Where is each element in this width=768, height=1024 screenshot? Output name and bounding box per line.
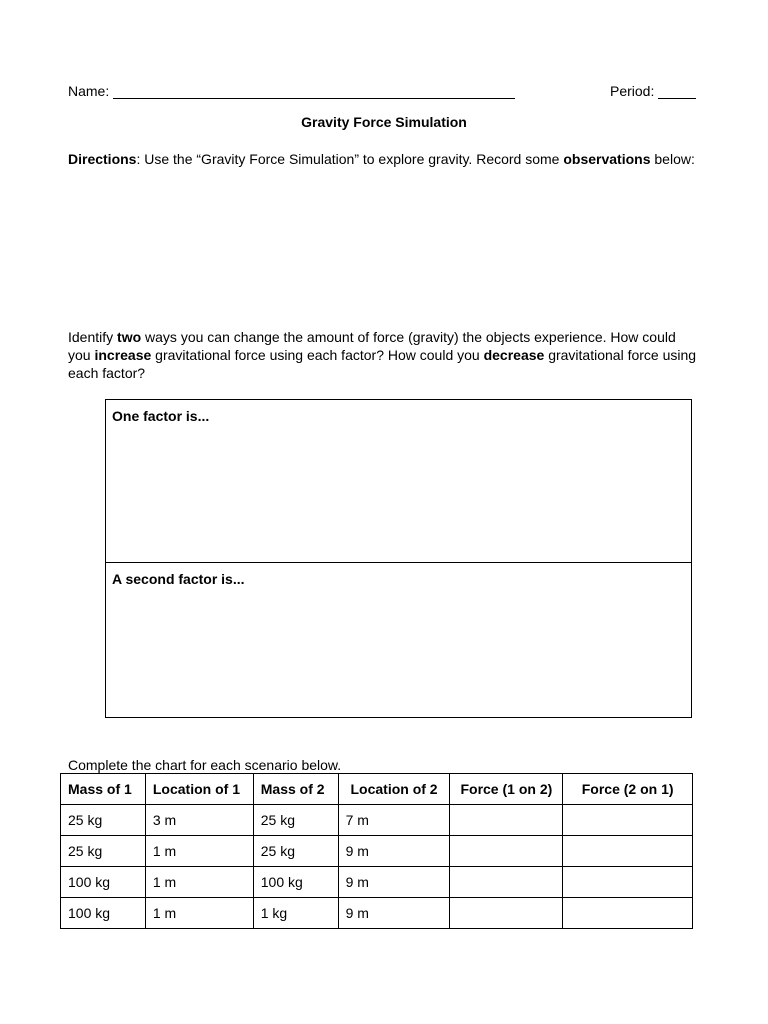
header-mass-1: Mass of 1	[61, 774, 146, 805]
table-cell: 25 kg	[61, 836, 146, 867]
first-factor-cell[interactable]	[106, 400, 691, 563]
table-cell: 100 kg	[253, 867, 338, 898]
second-factor-cell[interactable]	[106, 563, 691, 717]
force-2-on-1-answer-cell[interactable]	[563, 836, 693, 867]
force-1-on-2-answer-cell[interactable]	[450, 898, 563, 929]
table-cell: 25 kg	[253, 836, 338, 867]
table-cell: 7 m	[338, 805, 450, 836]
table-row	[61, 867, 693, 898]
force-2-on-1-answer-cell[interactable]	[563, 805, 693, 836]
chart-instructions: Complete the chart for each scenario below.	[68, 757, 342, 773]
table-cell: 100 kg	[61, 898, 146, 929]
name-field[interactable]	[68, 83, 515, 99]
table-cell: 25 kg	[253, 805, 338, 836]
force-1-on-2-answer-cell[interactable]	[450, 836, 563, 867]
header-mass-2: Mass of 2	[253, 774, 338, 805]
table-cell: 3 m	[145, 805, 253, 836]
header-location-2: Location of 2	[338, 774, 450, 805]
directions-text-a: : Use the “Gravity Force Simulation” to explore gravity. Record some	[136, 151, 564, 167]
page-title: Gravity Force Simulation	[301, 114, 467, 130]
force-1-on-2-answer-cell[interactable]	[450, 867, 563, 898]
table-cell: 9 m	[338, 836, 450, 867]
force-1-on-2-answer-cell[interactable]	[450, 805, 563, 836]
table-row	[61, 836, 693, 867]
directions-emphasis: observations	[563, 151, 651, 167]
force-2-on-1-answer-cell[interactable]	[563, 867, 693, 898]
header-force-1-on-2: Force (1 on 2)	[450, 774, 563, 805]
identify-text-4: gravitational force using each factor?	[68, 347, 697, 381]
second-factor-label: A second factor is...	[112, 571, 245, 587]
table-cell: 1 m	[145, 898, 253, 929]
first-factor-label: One factor is...	[112, 408, 210, 424]
table-cell: 25 kg	[61, 805, 146, 836]
table-row	[61, 805, 693, 836]
period-field[interactable]	[610, 83, 696, 99]
identify-text-3: gravitational force using each factor? How could you	[151, 347, 484, 363]
table-cell: 100 kg	[61, 867, 146, 898]
table-cell: 1 m	[145, 836, 253, 867]
identify-text-2: ways you can change the amount of force (gravity) the objects experience. How could you	[68, 329, 676, 363]
identify-bold-decrease: decrease	[483, 347, 545, 363]
period-blank-line[interactable]	[658, 84, 696, 99]
name-blank-line[interactable]	[113, 84, 515, 99]
table-cell: 9 m	[338, 867, 450, 898]
scenario-table	[60, 773, 693, 929]
table-row	[61, 898, 693, 929]
identify-bold-increase: increase	[94, 347, 152, 363]
directions-label: Directions	[68, 151, 137, 167]
header-force-2-on-1: Force (2 on 1)	[563, 774, 693, 805]
directions-paragraph	[68, 150, 702, 168]
table-cell: 1 m	[145, 867, 253, 898]
identify-bold-two: two	[117, 329, 142, 345]
force-2-on-1-answer-cell[interactable]	[563, 898, 693, 929]
identify-paragraph	[68, 328, 702, 382]
table-header-row	[61, 774, 693, 805]
table-cell: 9 m	[338, 898, 450, 929]
directions-text-b: below:	[650, 151, 695, 167]
period-label: Period:	[610, 83, 655, 99]
header-location-1: Location of 1	[145, 774, 253, 805]
factor-box	[105, 399, 692, 718]
table-cell: 1 kg	[253, 898, 338, 929]
name-label: Name:	[68, 83, 110, 99]
identify-text-1: Identify	[68, 329, 118, 345]
